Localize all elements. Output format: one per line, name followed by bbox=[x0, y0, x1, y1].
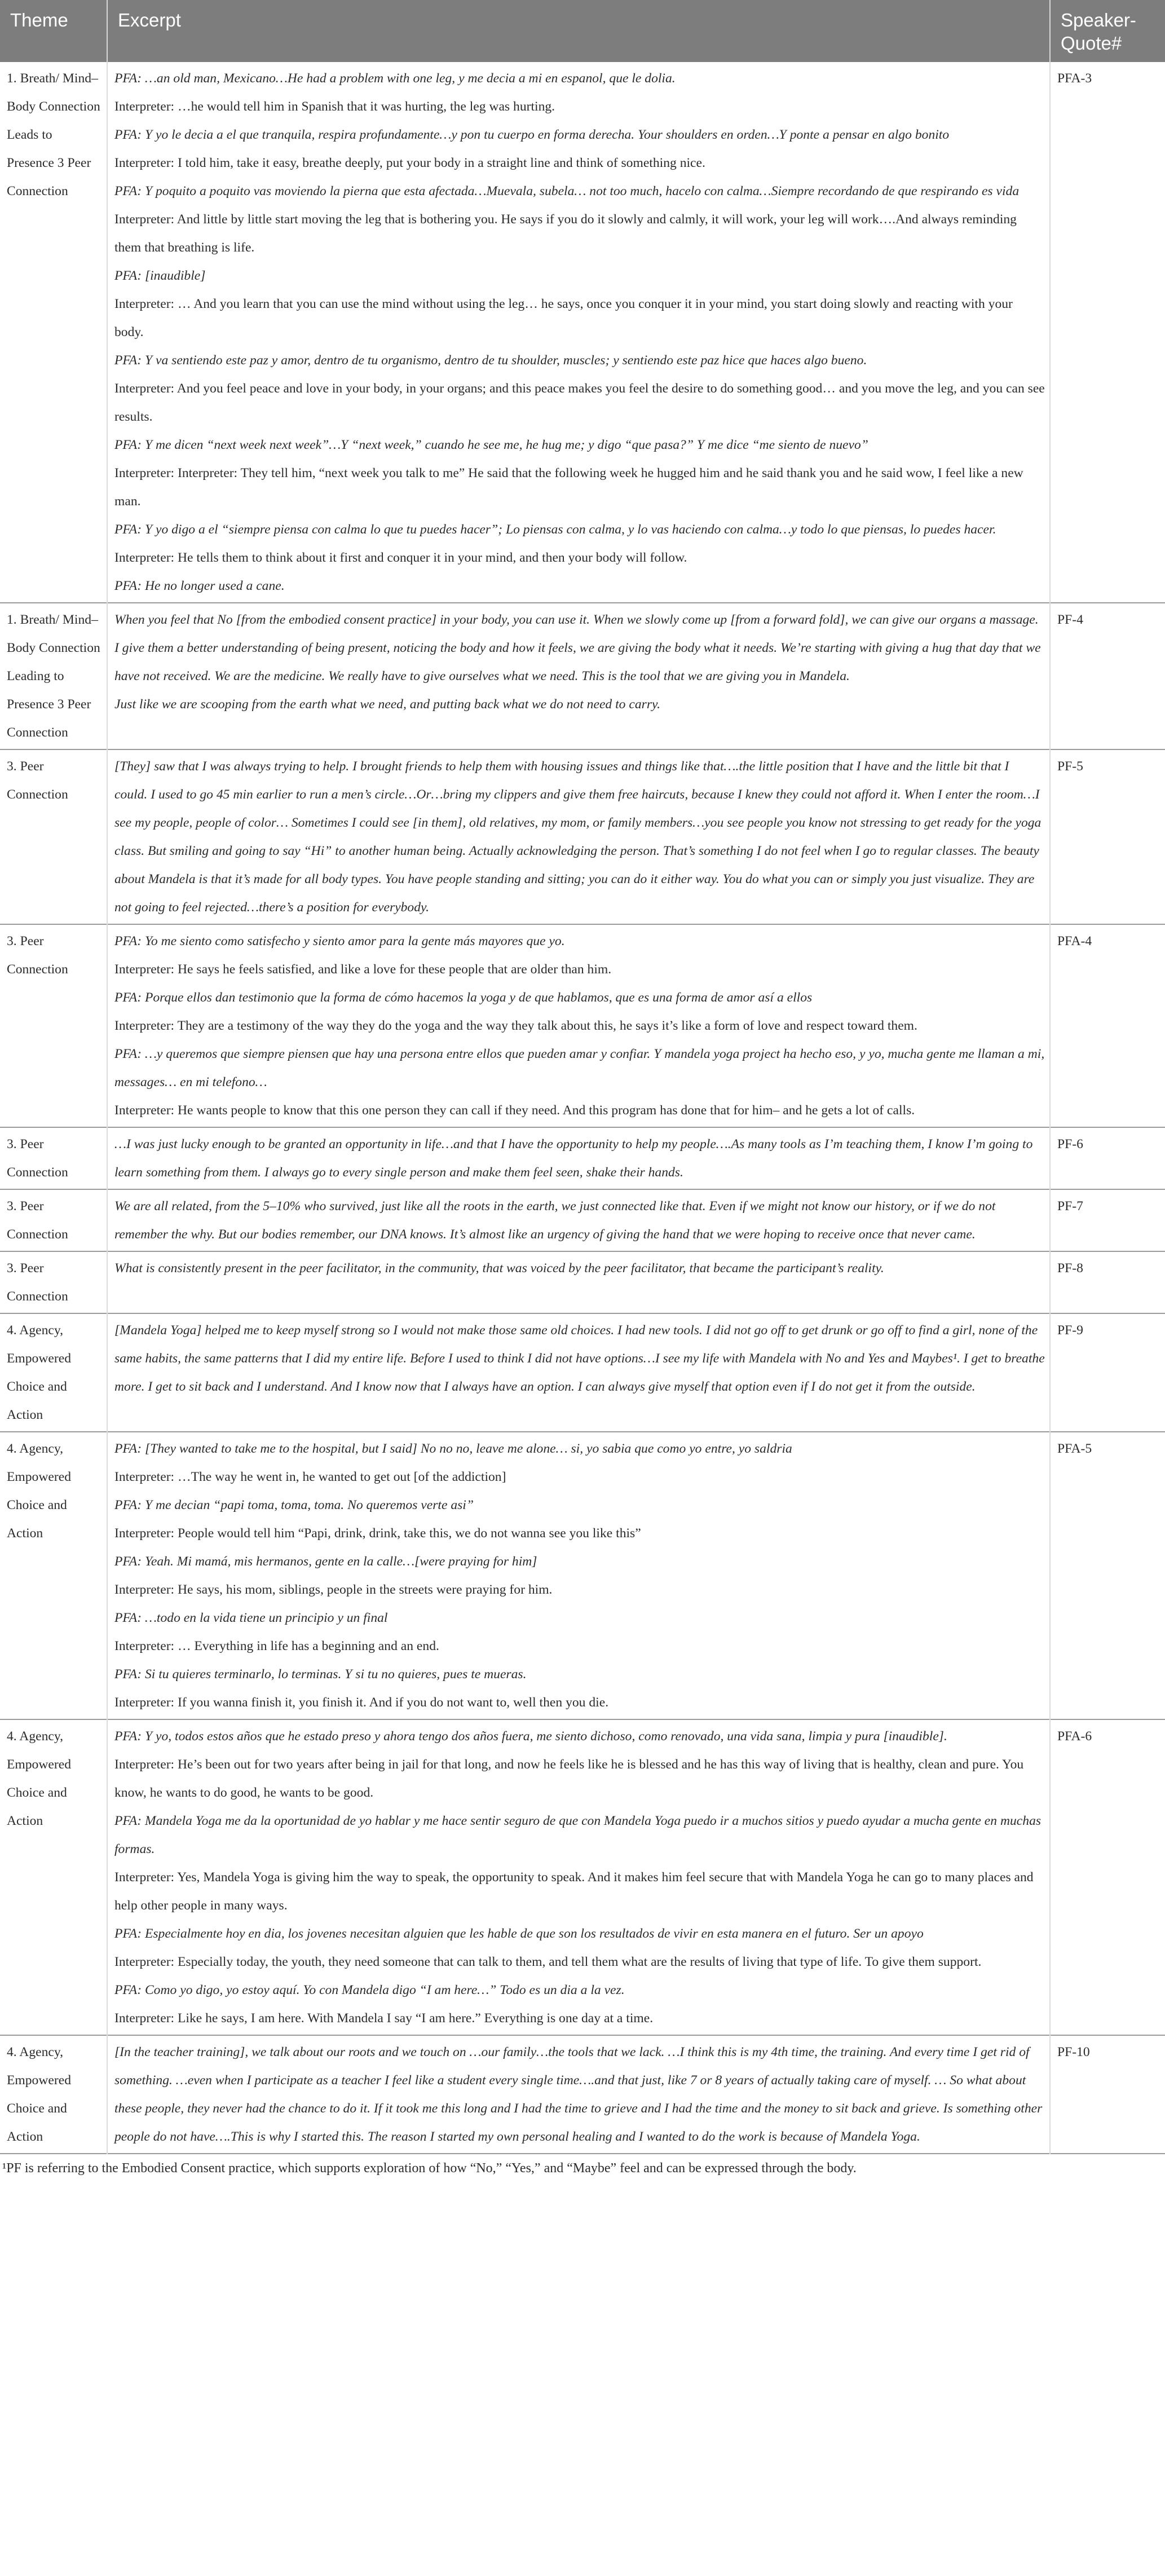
table-footnote: ¹PF is referring to the Embodied Consent practice, which supports exploration of how “No,” “Yes,” and “Maybe” feel and can be expressed through the body. bbox=[2, 2161, 857, 2176]
speaker-cell: PF-5 bbox=[1057, 759, 1083, 774]
excerpt-quote-line: PFA: Y poquito a poquito vas moviendo la pierna que esta afectada…Muevala, subela… not too much, hacelo con calma…Siempre recordando de que respirando es vida bbox=[114, 184, 1020, 199]
excerpt-interpreter-line: Interpreter: He says he feels satisfied, and like a love for these people that are older than him. bbox=[114, 962, 612, 977]
theme-cell: 3. Peer Connection bbox=[0, 1189, 107, 1251]
table-header-row bbox=[0, 0, 1165, 62]
excerpt-quote-line: PFA: …y queremos que siempre piensen que hay una persona entre ellos que pueden amar y confiar. Y mandela yoga project ha hecho eso, y yo, mucha gente me llaman a mi, messages… en mi telefono… bbox=[114, 1047, 1045, 1089]
excerpt-quote-line: PFA: He no longer used a cane. bbox=[114, 579, 285, 593]
excerpt-cell bbox=[107, 1313, 1050, 1432]
header-theme: Theme bbox=[0, 0, 107, 62]
excerpt-quote-line: [Mandela Yoga] helped me to keep myself strong so I would not make those same old choices. I had new tools. I did not go off to get drunk or go off to find a girl, none of the same habits, the same patterns that I did my entire life. Before I used to think I did not have options…I see my life with Mandela with No and Yes and Maybes¹. I get to breathe more. I get to sit back and I understand. And I know now that I always have an option. I can always give myself that option even if I do not get it from the outside. bbox=[114, 1323, 1045, 1394]
excerpt-quote-line: PFA: Y yo digo a el “siempre piensa con calma lo que tu puedes hacer”; Lo piensas con calma, y lo vas haciendo con calma…y todo lo que piensas, lo puedes hacer. bbox=[114, 522, 996, 537]
theme-cell: 4. Agency, Empowered Choice and Action bbox=[0, 1719, 107, 2035]
excerpt-cell bbox=[107, 749, 1050, 924]
table-body bbox=[0, 62, 1165, 2154]
theme-cell: 4. Agency, Empowered Choice and Action bbox=[0, 2035, 107, 2154]
excerpt-cell bbox=[107, 1719, 1050, 2035]
excerpt-interpreter-line: Interpreter: Like he says, I am here. With Mandela I say “I am here.” Everything is one day at a time. bbox=[114, 2011, 654, 2026]
header-excerpt: Excerpt bbox=[107, 0, 1050, 62]
excerpt-interpreter-line: Interpreter: …he would tell him in Spanish that it was hurting, the leg was hurting. bbox=[114, 99, 555, 114]
excerpt-cell bbox=[107, 924, 1050, 1127]
excerpt-quote-line: We are all related, from the 5–10% who survived, just like all the roots in the earth, we just connected like that. Even if we might not know our history, or if we do not remember the why. But our bodies remember, our DNA knows. It’s almost like an urgency of giving the hand that we were hoping to receive once that never came. bbox=[114, 1199, 996, 1242]
theme-cell: 1. Breath/ Mind–Body Connection Leading to Presence 3 Peer Connection bbox=[0, 603, 107, 749]
excerpt-quote-line: PFA: Y va sentiendo este paz y amor, dentro de tu organismo, dentro de tu shoulder, muscles; y sentiendo este paz hice que haces algo bueno. bbox=[114, 353, 867, 368]
theme-cell: 3. Peer Connection bbox=[0, 749, 107, 924]
excerpt-quote-line: PFA: Y yo, todos estos años que he estado preso y ahora tengo dos años fuera, me siento dichoso, como renovado, una vida sana, limpia y pura [inaudible]. bbox=[114, 1729, 947, 1744]
table-row bbox=[0, 1313, 1165, 1432]
table-row bbox=[0, 1189, 1165, 1251]
excerpt-interpreter-line: Interpreter: Especially today, the youth, they need someone that can talk to them, and tell them what are the results of living that type of life. To give them support. bbox=[114, 1955, 982, 1969]
excerpt-quote-line: PFA: …todo en la vida tiene un principio y un final bbox=[114, 1611, 388, 1625]
excerpt-quote-line: …I was just lucky enough to be granted an opportunity in life…and that I have the opportunity to help my people….As many tools as I’m teaching them, I know I’m going to learn something from them. I always go to every single person and make them feel seen, shake their hands. bbox=[114, 1137, 1033, 1180]
excerpt-interpreter-line: Interpreter: And little by little start moving the leg that is bothering you. He says if you do it slowly and calmly, it will work, your leg will work….And always reminding them that breathing is life. bbox=[114, 212, 1017, 255]
excerpt-quote-line: PFA: …an old man, Mexicano…He had a problem with one leg, y me decia a mi en espanol, que le dolia. bbox=[114, 71, 676, 86]
excerpt-quote-line: PFA: Mandela Yoga me da la oportunidad de yo hablar y me hace sentir seguro de que con Mandela Yoga puedo ir a muchos sitios y puedo ayudar a mucha gente en muchas formas. bbox=[114, 1814, 1042, 1856]
excerpt-quote-line: What is consistently present in the peer facilitator, in the community, that was voiced by the peer facilitator, that became the participant’s reality. bbox=[114, 1261, 884, 1276]
excerpt-quote-line: PFA: Y yo le decia a el que tranquila, respira profundamente…y pon tu cuerpo en forma derecha. Your shoulders en orden…Y ponte a pensar en algo bonito bbox=[114, 127, 950, 142]
excerpt-quote-line: Just like we are scooping from the earth what we need, and putting back what we do not need to carry. bbox=[114, 697, 661, 712]
excerpt-cell bbox=[107, 62, 1050, 603]
theme-cell: 3. Peer Connection bbox=[0, 1251, 107, 1313]
excerpt-quote-line: PFA: Y me dicen “next week next week”…Y “next week,” cuando he see me, he hug me; y digo “que pasa?” Y me dice “me siento de nuevo” bbox=[114, 438, 868, 452]
excerpt-interpreter-line: Interpreter: …The way he went in, he wanted to get out [of the addiction] bbox=[114, 1470, 506, 1484]
speaker-cell: PFA-3 bbox=[1057, 71, 1092, 86]
excerpt-quote-line: PFA: Si tu quieres terminarlo, lo terminas. Y si tu no quieres, pues te mueras. bbox=[114, 1667, 527, 1682]
excerpt-interpreter-line: Interpreter: Interpreter: They tell him, “next week you talk to me” He said that the following week he hugged him and he said thank you and he said wow, I feel like a new man. bbox=[114, 466, 1023, 509]
excerpt-cell bbox=[107, 2035, 1050, 2154]
table-row bbox=[0, 62, 1165, 603]
excerpt-quote-line: PFA: Yeah. Mi mamá, mis hermanos, gente en la calle…[were praying for him] bbox=[114, 1554, 537, 1569]
excerpt-interpreter-line: Interpreter: He’s been out for two years after being in jail for that long, and now he feels like he is blessed and he has this way of living that is healthy, clean and pure. You know, he wants to do good, he wants to be good. bbox=[114, 1757, 1024, 1800]
speaker-cell: PFA-5 bbox=[1057, 1441, 1092, 1456]
table-row bbox=[0, 749, 1165, 924]
theme-cell: 1. Breath/ Mind–Body Connection Leads to Presence 3 Peer Connection bbox=[0, 62, 107, 603]
excerpt-interpreter-line: Interpreter: I told him, take it easy, breathe deeply, put your body in a straight line and think of something nice. bbox=[114, 156, 705, 170]
header-speaker: Speaker-Quote# bbox=[1050, 0, 1165, 62]
excerpt-quote-line: PFA: Yo me siento como satisfecho y siento amor para la gente más mayores que yo. bbox=[114, 934, 565, 949]
excerpt-interpreter-line: Interpreter: He says, his mom, siblings, people in the streets were praying for him. bbox=[114, 1582, 553, 1597]
speaker-cell: PF-10 bbox=[1057, 2045, 1090, 2059]
table-row bbox=[0, 1432, 1165, 1719]
speaker-cell: PFA-6 bbox=[1057, 1729, 1092, 1744]
table-row bbox=[0, 1127, 1165, 1189]
table-row bbox=[0, 603, 1165, 749]
table-row bbox=[0, 924, 1165, 1127]
speaker-cell: PF-6 bbox=[1057, 1137, 1083, 1152]
excerpt-interpreter-line: Interpreter: … Everything in life has a beginning and an end. bbox=[114, 1639, 439, 1653]
speaker-cell: PF-4 bbox=[1057, 612, 1083, 627]
excerpt-quote-line: PFA: [They wanted to take me to the hospital, but I said] No no no, leave me alone… si, yo sabia que como yo entre, yo saldria bbox=[114, 1441, 792, 1456]
excerpt-interpreter-line: Interpreter: And you feel peace and love in your body, in your organs; and this peace makes you feel the desire to do something good… and you move the leg, and you can see results. bbox=[114, 381, 1045, 424]
excerpt-quote-line: PFA: Como yo digo, yo estoy aquí. Yo con Mandela digo “I am here…” Todo es un dia a la vez. bbox=[114, 1983, 625, 1997]
excerpt-cell bbox=[107, 603, 1050, 749]
excerpt-interpreter-line: Interpreter: Yes, Mandela Yoga is giving him the way to speak, the opportunity to speak. And it makes him feel secure that with Mandela Yoga he can go to many places and help other people in many ways. bbox=[114, 1870, 1034, 1913]
table-row bbox=[0, 1719, 1165, 2035]
excerpt-interpreter-line: Interpreter: He wants people to know that this one person they can call if they need. And this program has done that for him– and he gets a lot of calls. bbox=[114, 1103, 915, 1118]
theme-cell: 4. Agency, Empowered Choice and Action bbox=[0, 1313, 107, 1432]
excerpt-interpreter-line: Interpreter: If you wanna finish it, you finish it. And if you do not want to, well then you die. bbox=[114, 1695, 609, 1710]
excerpt-interpreter-line: Interpreter: … And you learn that you can use the mind without using the leg… he says, once you conquer it in your mind, you start doing slowly and reacting with your body. bbox=[114, 297, 1013, 339]
excerpt-quote-line: [They] saw that I was always trying to help. I brought friends to help them with housing issues and things like that….the little position that I have and the little bit that I could. I used to go 45 min earlier to run a men’s circle…Or…bring my clippers and give them free haircuts, because I knew they could not afford it. When I enter the room…I see my people, people of color… Sometimes I could see [in them], old relatives, my mom, or family members…you see people you know not stressing to get ready for the yoga class. But smiling and going to say “Hi” to another human being. Actually acknowledging the person. That’s something I do not feel when I go to regular classes. The beauty about Mandela is that it’s made for all body types. You have people standing and sitting; you can do it either way. You do what you can or simply you just visualize. They are not going to feel rejected…there’s a position for everybody. bbox=[114, 759, 1042, 915]
speaker-cell: PFA-4 bbox=[1057, 934, 1092, 949]
excerpt-interpreter-line: Interpreter: He tells them to think about it first and conquer it in your mind, and then your body will follow. bbox=[114, 550, 687, 565]
excerpt-interpreter-line: Interpreter: People would tell him “Papi, drink, drink, take this, we do not wanna see you like this” bbox=[114, 1526, 641, 1541]
excerpt-quote-line: [In the teacher training], we talk about our roots and we touch on …our family…the tools that we lack. …I think this is my 4th time, the training. And every time I get rid of something. …even when I participate as a teacher I feel like a student every single time….and that just, like 7 or 8 years of actually taking care of myself. … So what about these people, they never had the chance to do it. If it took me this long and I had the time to grieve and I had the time and the money to sit back and grieve. Is something other people do not have….This is why I started this. The reason I started my own personal healing and I wanted to do the work is because of Mandela Yoga. bbox=[114, 2045, 1043, 2144]
theme-cell: 3. Peer Connection bbox=[0, 924, 107, 1127]
theme-cell: 3. Peer Connection bbox=[0, 1127, 107, 1189]
excerpt-quote-line: PFA: Y me decian “papi toma, toma, toma. No queremos verte asi” bbox=[114, 1498, 474, 1512]
excerpt-cell bbox=[107, 1189, 1050, 1251]
table-row bbox=[0, 2035, 1165, 2154]
table-row bbox=[0, 1251, 1165, 1313]
speaker-cell: PF-8 bbox=[1057, 1261, 1083, 1276]
excerpt-quote-line: PFA: [inaudible] bbox=[114, 268, 206, 283]
excerpt-quote-line: PFA: Especialmente hoy en dia, los jovenes necesitan alguien que les hable de que son los resultados de vivir en esta manera en el futuro. Ser un apoyo bbox=[114, 1926, 924, 1941]
excerpt-cell bbox=[107, 1432, 1050, 1719]
excerpt-interpreter-line: Interpreter: They are a testimony of the way they do the yoga and the way they talk about this, he says it’s like a form of love and respect toward them. bbox=[114, 1018, 917, 1033]
excerpt-quote-line: PFA: Porque ellos dan testimonio que la forma de cómo hacemos la yoga y de que hablamos, que es una forma de amor así a ellos bbox=[114, 990, 813, 1005]
speaker-cell: PF-7 bbox=[1057, 1199, 1083, 1214]
excerpt-cell bbox=[107, 1127, 1050, 1189]
excerpt-cell bbox=[107, 1251, 1050, 1313]
excerpt-quote-line: When you feel that No [from the embodied consent practice] in your body, you can use it. When we slowly come up [from a forward fold], we can give our organs a massage. I give them a better understanding of being present, noticing the body and how it feels, we are giving the body what it needs. We’re starting with giving a hug that day that we have not received. We are the medicine. We really have to give ourselves what we need. This is the tool that we are giving you in Mandela. bbox=[114, 612, 1041, 683]
theme-cell: 4. Agency, Empowered Choice and Action bbox=[0, 1432, 107, 1719]
speaker-cell: PF-9 bbox=[1057, 1323, 1083, 1338]
